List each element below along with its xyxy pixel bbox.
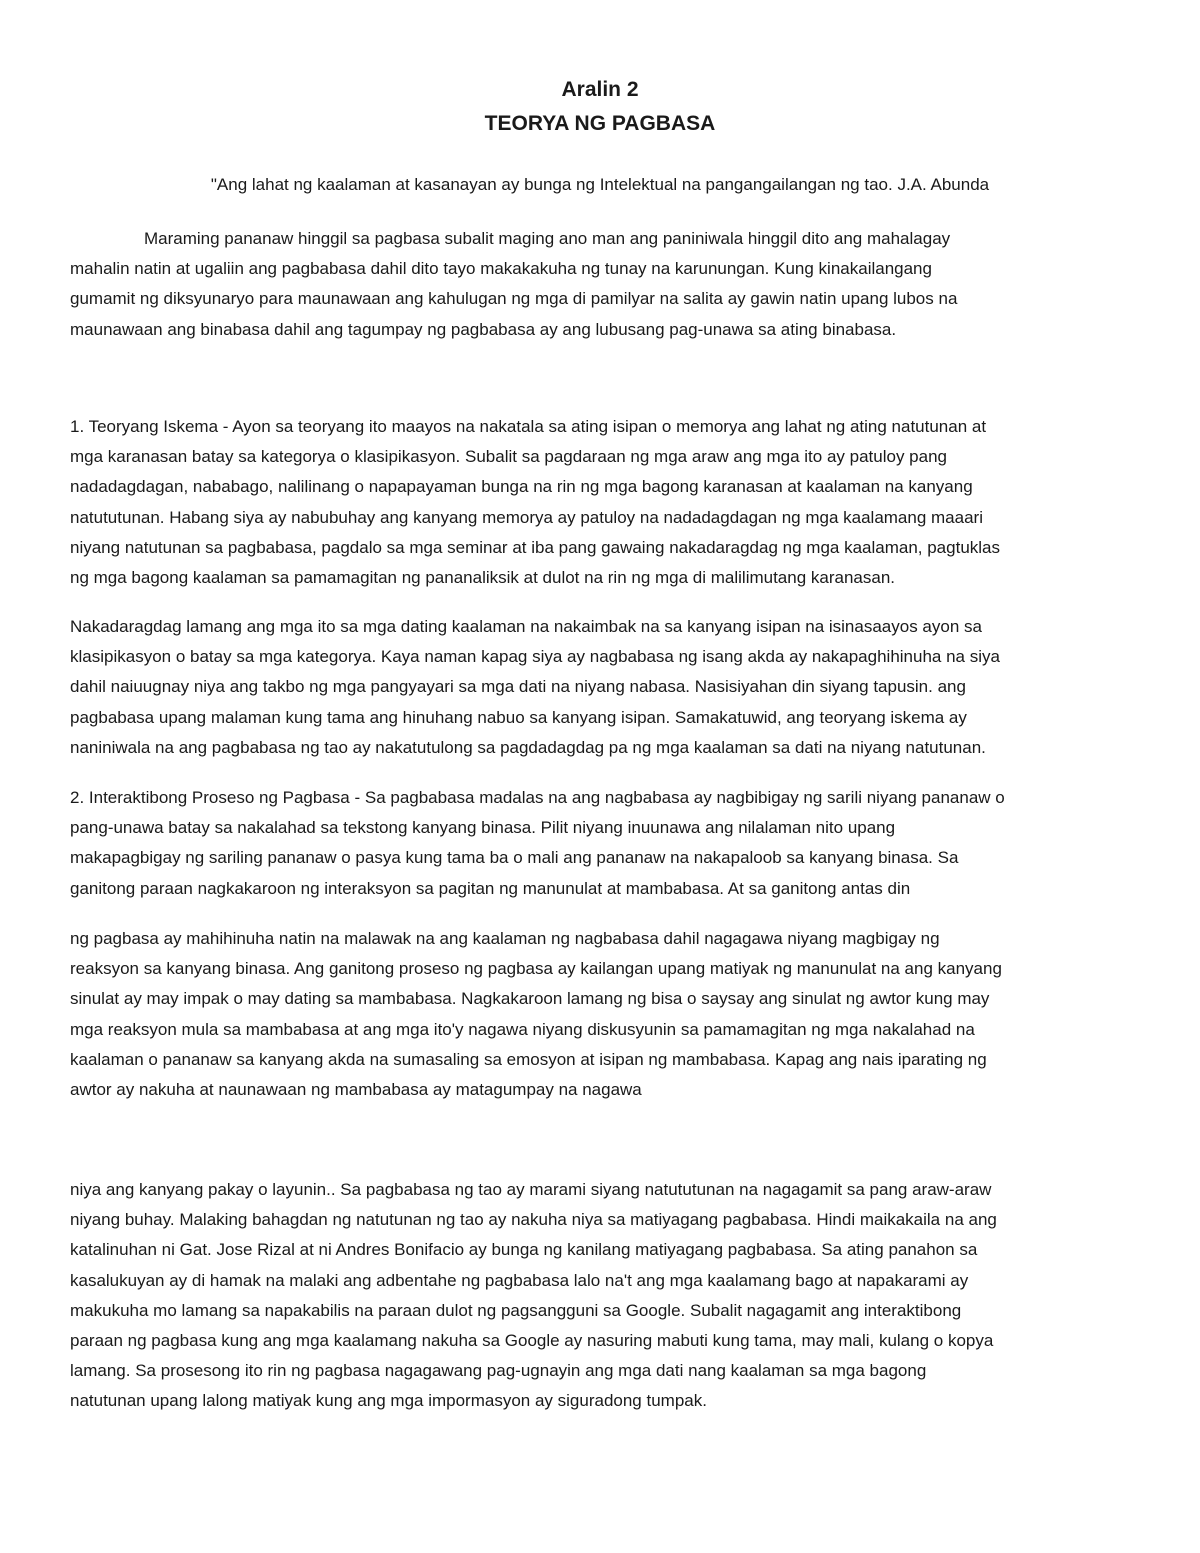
paragraph-line: natututunan. Habang siya ay nabubuhay ang kanyang memorya ay patuloy na nadadagdagan ng mga kaalamang maaari [70,507,983,527]
interactive-process-paragraph [70,783,1130,904]
paragraph-line: kaalaman o pananaw sa kanyang akda na sumasaling sa emosyon at isipan ng mambabasa. Kapag ang nais iparating ng [70,1049,987,1069]
paragraph-line: maunawaan ang binabasa dahil ang tagumpay ng pagbabasa ay ang lubusang pag-unawa sa ating binabasa. [70,319,897,339]
paragraph-line: gumamit ng diksyunaryo para maunawaan ang kahulugan ng mga di pamilyar na salita ay gawin natin upang lubos na [70,289,958,309]
paragraph-line: klasipikasyon o batay sa mga kategorya. Kaya naman kapag siya ay nagbabasa ng isang akda ay nakapaghihinuha na siya [70,647,1000,667]
paragraph-line: ng pagbasa ay mahihinuha natin na malawak na ang kaalaman ng nagbabasa dahil nagagawa niyang magbigay ng [70,929,940,948]
paragraph-line: nadadagdagan, nababago, nalilinang o napapayaman bunga na rin ng mga bagong karanasan at kaalaman na kanyang [70,477,973,497]
paragraph-line: reaksyon sa kanyang binasa. Ang ganitong proseso ng pagbasa ay kailangan upang matiyak ng manunulat na ang kanyang [70,959,1002,979]
schema-theory-continuation-paragraph [70,612,1130,763]
paragraph-line: 1. Teoryang Iskema - Ayon sa teoryang ito maayos na nakatala sa ating isipan o memorya ang lahat ng ating natutunan at [70,417,987,436]
paragraph-line: makapagbigay ng sariling pananaw o pasya kung tama ba o mali ang pananaw na nakapaloob sa kanyang binasa. Sa [70,848,959,868]
schema-theory-paragraph [70,412,1130,593]
paragraph-line: awtor ay nakuha at naunawaan ng mambabasa ay matagumpay na nagawa [70,1080,642,1100]
paragraph-line: dahil naiuugnay niya ang takbo ng mga pangyayari sa mga dati na niyang nabasa. Nasisiyahan din siyang tapusin. ang [70,677,966,697]
paragraph-line: 2. Interaktibong Proseso ng Pagbasa - Sa pagbabasa madalas na ang nagbabasa ay nagbibigay ng sarili niyang pananaw o [70,788,1005,807]
intro-paragraph [70,224,1130,345]
paragraph-line: ganitong paraan nagkakaroon ng interaksyon sa pagitan ng manunulat at mambabasa. At sa ganitong antas din [70,878,911,898]
paragraph-line: niya ang kanyang pakay o layunin.. Sa pagbabasa ng tao ay marami siyang natututunan na nagagamit sa pang araw-araw [70,1180,992,1199]
paragraph-line: paraan ng pagbasa kung ang mga kaalamang nakuha sa Google ay nasuring mabuti kung tama, may mali, kulang o kopya [70,1331,994,1351]
paragraph-line: lamang. Sa prosesong ito rin ng pagbasa nagagawang pag-ugnayin ang mga dati nang kaalaman sa mga bagong [70,1361,927,1381]
paragraph-line: ng mga bagong kaalaman sa pamamagitan ng pananaliksik at dulot na rin ng mga di malilimutang karanasan. [70,568,896,588]
paragraph-line: sinulat ay may impak o may dating sa mambabasa. Nagkakaroon lamang ng bisa o saysay ang sinulat ng awtor kung may [70,989,990,1009]
lesson-title: TEORYA NG PAGBASA [484,112,716,135]
paragraph-line: mga reaksyon mula sa mambabasa at ang mga ito'y nagawa niyang diskusyunin sa pamamagitan ng mga nakalahad na [70,1019,975,1039]
paragraph-line: Maraming pananaw hinggil sa pagbasa subalit maging ano man ang paniniwala hinggil dito ang mahalagay [144,229,951,248]
interactive-process-continuation-paragraph [70,924,1130,1105]
paragraph-line: niyang buhay. Malaking bahagdan ng natutunan ng tao ay nakuha niya sa matiyagang pagbabasa. Hindi maikakaila na ang [70,1210,997,1230]
paragraph-line: mahalin natin at ugaliin ang pagbabasa dahil dito tayo makakakuha ng tunay na karunungan. Kung kinakailangang [70,259,932,279]
paragraph-line: kasalukuyan ay di hamak na malaki ang adbentahe ng pagbabasa lalo na't ang mga kaalamang bago at napakarami ay [70,1270,969,1290]
paragraph-line: mga karanasan batay sa kategorya o klasipikasyon. Subalit sa pagdaraan ng mga araw ang mga ito ay patuloy pang [70,447,947,467]
lesson-number: Aralin 2 [561,78,639,101]
paragraph-line: niyang natutunan sa pagbabasa, pagdalo sa mga seminar at iba pang gawaing nakadaragdag ng mga kaalaman, pagtuklas [70,537,1001,557]
paragraph-line: Nakadaragdag lamang ang mga ito sa mga dating kaalaman na nakaimbak na sa kanyang isipan na isinasaayos ayon sa [70,617,982,636]
paragraph-line: pang-unawa batay sa nakalahad sa tekstong kanyang binasa. Pilit niyang inuunawa ang nilalaman nito upang [70,818,896,838]
paragraph-line: makukuha mo lamang sa napakabilis na paraan dulot ng pagsangguni sa Google. Subalit nagagamit ang interaktibong [70,1300,962,1320]
epigraph-quote: "Ang lahat ng kaalaman at kasanayan ay bunga ng Intelektual na pangangailangan ng tao. J.A. Abunda [210,175,990,194]
paragraph-line: katalinuhan ni Gat. Jose Rizal at ni Andres Bonifacio ay bunga ng kanilang matiyagang pagbabasa. Sa ating panahon sa [70,1240,978,1260]
paragraph-line: pagbabasa upang malaman kung tama ang hinuhang nabuo sa kanyang isipan. Samakatuwid, ang teoryang iskema ay [70,707,967,727]
closing-paragraph [70,1175,1130,1417]
paragraph-line: naniniwala na ang pagbabasa ng tao ay nakatutulong sa pagdadagdag pa ng mga kaalaman sa dati na niyang natutunan. [70,737,986,757]
paragraph-line: natutunan upang lalong matiyak kung ang mga impormasyon ay siguradong tumpak. [70,1391,707,1411]
